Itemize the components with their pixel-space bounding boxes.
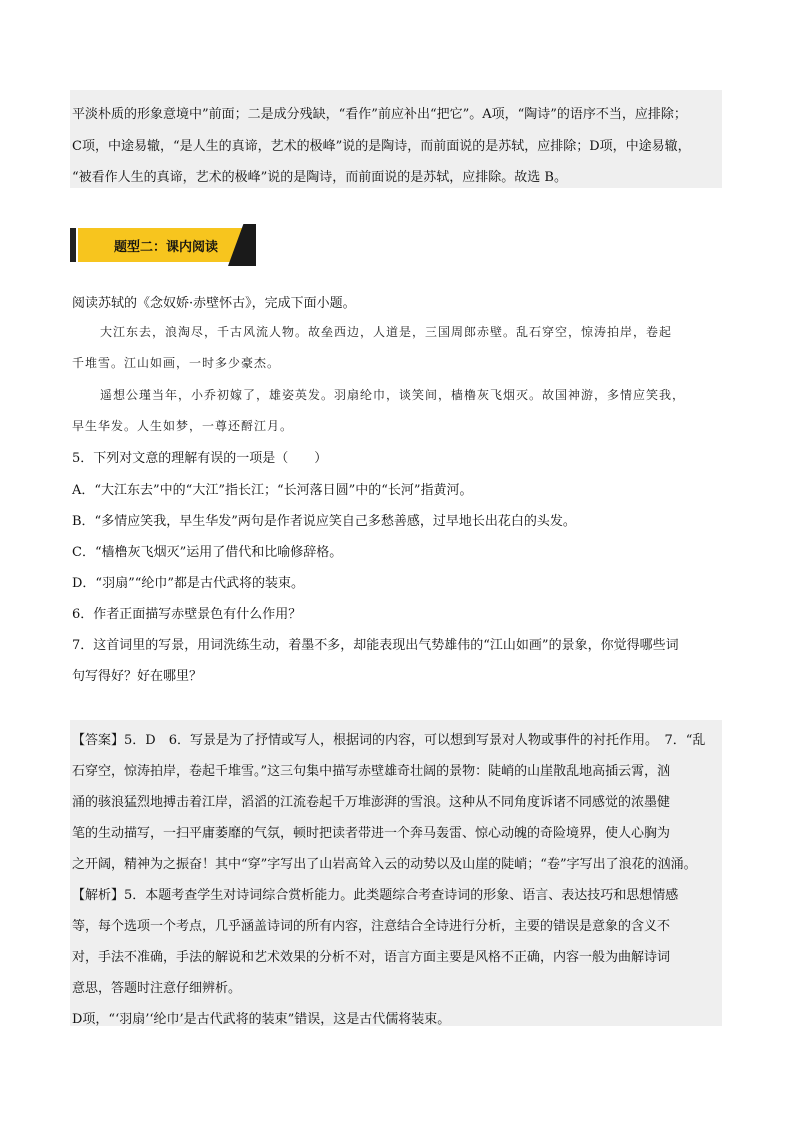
analysis-line: 等，每个选项一个考点，几乎涵盖诗词的所有内容，注意结合全诗进行分析，主要的错误是意象的含义不 [72,919,671,934]
answer-line: 笔的生动描写，一扫平庸萎靡的气氛，顿时把读者带进一个奔马轰雷、惊心动魄的奇险境界，使人心胸为 [72,826,671,841]
option-a: A．“大江东去”中的“大江”指长江；“长河落日圆”中的“长河”指黄河。 [72,483,473,498]
analysis-line: 【解析】5．本题考查学生对诗词综合赏析能力。此类题综合考查诗词的形象、语言、表达技巧和思想情感 [72,888,679,903]
option-b: B．“多情应笑我，早生华发”两句是作者说应笑自己多愁善感，过早地长出花白的头发。 [72,514,576,529]
analysis-line: D项，“‘羽扇’‘纶巾’是古代武将的装束”错误，这是古代儒将装束。 [72,1012,451,1027]
question-5: 5．下列对文意的理解有误的一项是（ ） [72,451,328,466]
reading-intro: 阅读苏轼的《念奴娇·赤壁怀古》，完成下面小题。 [72,296,356,311]
section-banner [70,224,256,266]
analysis-line: 对，手法不准确，手法的解说和艺术效果的分析不对，语言方面主要是风格不正确，内容一般为曲解诗词 [72,950,671,965]
explanation-line: C项，中途易辙，“是人生的真谛，艺术的极峰”说的是陶诗，而前面说的是苏轼，应排除；D项，中途易辙， [72,139,691,154]
explanation-line: “被看作人生的真谛，艺术的极峰”说的是陶诗，而前面说的是苏轼，应排除。故选 B。 [72,170,567,185]
poem-line: 千堆雪。江山如画，一时多少豪杰。 [72,356,281,370]
answer-line: 之开阔，精神为之振奋！其中“穿”字写出了山岩高耸入云的动势以及山崖的陡峭；“卷”字写出了浪花的汹涌。 [72,857,697,872]
answer-line: 涌的骇浪猛烈地搏击着江岸，滔滔的江流卷起千万堆澎湃的雪浪。这种从不同角度诉诸不同感觉的浓墨健 [72,795,671,810]
poem-line: 早生华发。人生如梦，一尊还酹江月。 [72,419,294,433]
analysis-line: 意思，答题时注意仔细辨析。 [72,981,242,996]
section-title: 题型二：课内阅读 [114,240,219,255]
answer-line: 【答案】5．D 6．写景是为了抒情或写人，根据词的内容，可以想到写景对人物或事件的衬托作用。 7．“乱 [72,733,706,748]
banner-stripe [70,228,76,262]
option-c: C．“樯橹灰飞烟灭”运用了借代和比喻修辞格。 [72,545,343,560]
explanation-line: 平淡朴质的形象意境中”前面；二是成分残缺，“看作”前应补出“把它”。A项，“陶诗”的语序不当，应排除； [72,107,687,122]
answer-line: 石穿空，惊涛拍岸，卷起千堆雪。”这三句集中描写赤壁雄奇壮阔的景物：陡峭的山崖散乱地高插云霄，汹 [72,764,671,779]
question-7-cont: 句写得好？好在哪里？ [72,669,203,684]
option-d: D．“羽扇”“纶巾”都是古代武将的装束。 [72,576,305,591]
poem-line: 遥想公瑾当年，小乔初嫁了，雄姿英发。羽扇纶巾，谈笑间，樯橹灰飞烟灭。故国神游，多情应笑我， [100,388,686,402]
poem-line: 大江东去，浪淘尽，千古风流人物。故垒西边，人道是，三国周郎赤壁。乱石穿空，惊涛拍岸，卷起 [100,325,673,339]
question-7: 7．这首词里的写景，用词洗练生动，着墨不多，却能表现出气势雄伟的“江山如画”的景象，你觉得哪些词 [72,638,679,653]
question-6: 6．作者正面描写赤壁景色有什么作用？ [72,607,302,622]
